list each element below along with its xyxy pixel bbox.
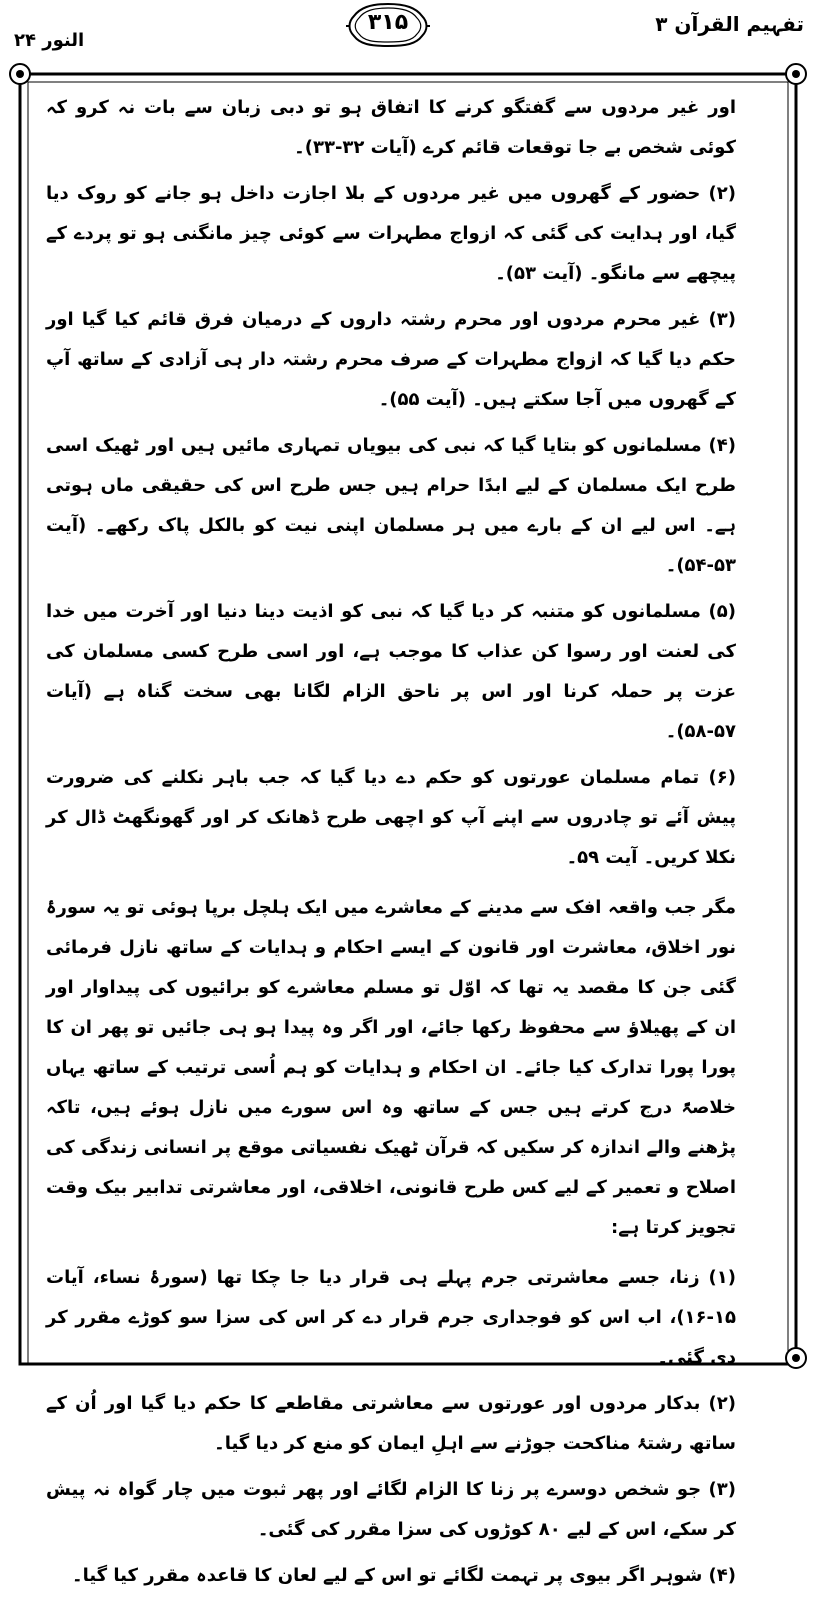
page-number-ornament: [346, 2, 430, 48]
paragraph: مگر جب واقعہ افک سے مدینے کے معاشرے میں ایک ہلچل برپا ہوئی تو یہ سورۂ نور اخلاق، معاشرت اور قانون کے ایسے احکام و ہدایات کے ساتھ نازل فرمائی گئی جن کا مقصد یہ تھا کہ اوّل تو مسلم معاشرے کو برائیوں کی پیداوار اور ان کے پھیلاؤ سے محفوظ رکھا جائے، اور اگر وہ پیدا ہو ہی جائیں تو پھر ان کا پورا پورا تدارک کیا جائے۔ ان احکام و ہدایات کو ہم اُسی ترتیب کے ساتھ یہاں خلاصۃً درج کرتے ہیں جس کے ساتھ وہ اس سورے میں نازل ہوئے ہیں، تاکہ پڑھنے والے اندازہ کر سکیں کہ قرآن ٹھیک نفسیاتی موقع پر انسانی زندگی کی اصلاح و تعمیر کے لیے کس طرح قانونی، اخلاقی، اور معاشرتی تدابیر بیک وقت تجویز کرتا ہے:: [46, 897, 736, 1238]
paragraph: (۴) مسلمانوں کو بتایا گیا کہ نبی کی بیویاں تمہاری مائیں ہیں اور ٹھیک اسی طرح ایک مسلمان کے لیے ابدًا حرام ہیں جس طرح اس کی حقیقی ماں ہوتی ہے۔ اس لیے ان کے بارے میں ہر مسلمان اپنی نیت کو بالکل پاک رکھے۔ (آیت ۵۳-۵۴)۔: [46, 435, 736, 576]
paragraph: (۴) شوہر اگر بیوی پر تہمت لگائے تو اس کے لیے لعان کا قاعدہ مقرر کیا گیا۔: [72, 1565, 736, 1586]
paragraph: (۲) حضور کے گھروں میں غیر مردوں کے بلا اجازت داخل ہو جانے کو روک دیا گیا، اور ہدایت کی گئی کہ ازواج مطہرات سے کوئی چیز مانگنی ہو تو پردے کے پیچھے سے مانگو۔ (آیت ۵۳)۔: [46, 183, 736, 284]
paragraph: (۳) جو شخص دوسرے پر زنا کا الزام لگائے اور پھر ثبوت میں چار گواہ نہ پیش کر سکے، اس کے لیے ۸۰ کوڑوں کی سزا مقرر کی گئی۔: [46, 1479, 736, 1540]
surah-label: النور ۲۴: [14, 30, 85, 51]
page-body: [46, 88, 736, 1602]
book-title: تفہیم القرآن ۳: [655, 12, 804, 36]
paragraph: (۶) تمام مسلمان عورتوں کو حکم دے دیا گیا کہ جب باہر نکلنے کی ضرورت پیش آئے تو چادروں سے اپنے آپ کو اچھی طرح ڈھانک کر اور گھونگھٹ ڈال کر نکلا کریں۔ آیت ۵۹۔: [46, 767, 736, 868]
page-number: ۳۱۵: [367, 10, 409, 35]
paragraph: (۲) بدکار مردوں اور عورتوں سے معاشرتی مقاطعے کا حکم دیا گیا اور اُن کے ساتھ رشتۂ مناکحت جوڑنے سے اہلِ ایمان کو منع کر دیا گیا۔: [46, 1393, 736, 1454]
paragraph: (۵) مسلمانوں کو متنبہ کر دیا گیا کہ نبی کو اذیت دینا دنیا اور آخرت میں خدا کی لعنت اور رسوا کن عذاب کا موجب ہے، اور اسی طرح کسی مسلمان کی عزت پر حملہ کرنا اور اس پر ناحق الزام لگانا بھی سخت گناہ ہے (آیات ۵۷-۵۸)۔: [46, 601, 736, 742]
paragraph: (۳) غیر محرم مردوں اور محرم رشتہ داروں کے درمیان فرق قائم کیا گیا اور حکم دیا گیا کہ ازواج مطہرات کے صرف محرم رشتہ دار ہی آزادی کے ساتھ آپ کے گھروں میں آجا سکتے ہیں۔ (آیت ۵۵)۔: [46, 309, 736, 410]
paragraph: اور غیر مردوں سے گفتگو کرنے کا اتفاق ہو تو دبی زبان سے بات نہ کرو کہ کوئی شخص بے جا توقعات قائم کرے (آیات ۳۲-۳۳)۔: [46, 97, 736, 158]
page-header: [0, 0, 816, 60]
paragraph: (۱) زنا، جسے معاشرتی جرم پہلے ہی قرار دیا جا چکا تھا (سورۂ نساء، آیات ۱۵-۱۶)، اب اس کو فوجداری جرم قرار دے کر اس کی سزا سو کوڑے مقرر کر دی گئی۔: [46, 1267, 736, 1368]
